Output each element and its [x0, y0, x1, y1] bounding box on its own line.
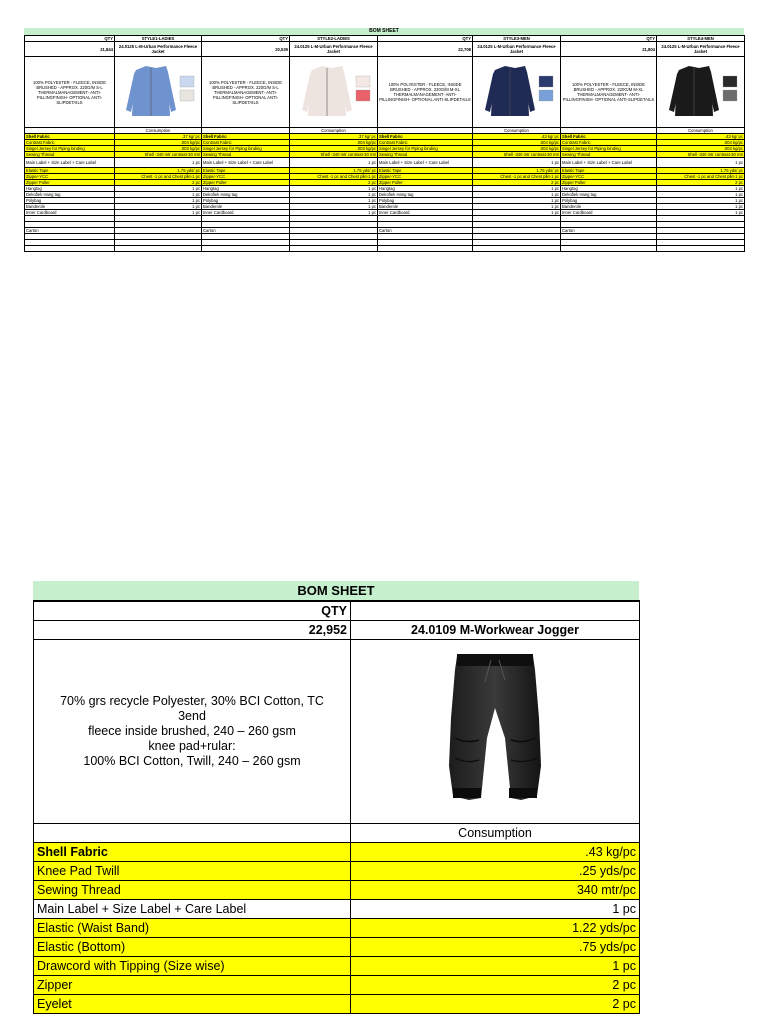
top-style-cell: STYLE2-LADIES	[290, 36, 378, 42]
top-material-label-cell: Polybag	[378, 198, 473, 204]
top-material-label-cell: Inner Cardboard	[561, 210, 657, 216]
top-blank-cell	[202, 246, 290, 252]
top-material-label-cell: Sewing Thread	[25, 152, 115, 158]
description-cell	[34, 640, 351, 824]
top-material-label-cell: Sewing Thread	[202, 152, 290, 158]
fleece-jacket-image	[294, 60, 374, 124]
top-blank-cell	[561, 246, 657, 252]
top-material-value-cell: 1 pc	[290, 210, 378, 216]
top-material-value-cell: .004 kg/pc	[290, 140, 378, 146]
top-blank-cell	[25, 246, 115, 252]
top-product-image-cell	[115, 57, 202, 128]
top-material-value-cell: 1 pc	[657, 192, 745, 198]
top-material-value-cell: 1 pc	[657, 158, 745, 168]
color-swatch	[180, 90, 194, 101]
material-row	[34, 881, 640, 900]
top-qty-value-cell: 20,539	[202, 42, 290, 57]
top-sheet-title: BOM SHEET	[24, 28, 744, 35]
material-label-cell: Elastic (Bottom)	[34, 938, 351, 957]
top-material-label-cell: Zipper Puller	[25, 180, 115, 186]
top-qty-value-cell: 21,804	[561, 42, 657, 57]
top-material-value-cell: 1 pc	[473, 210, 561, 216]
top-bom-table	[24, 35, 745, 252]
top-material-value-cell: .43 kg/ pc	[657, 134, 745, 140]
top-material-value-cell: 1 pc	[115, 210, 202, 216]
fleece-jacket-image	[477, 60, 557, 124]
top-qty-value-cell: 22,708	[378, 42, 473, 57]
top-material-value-cell: .43 kg/ pc	[473, 134, 561, 140]
consumption-blank-cell	[34, 824, 351, 843]
top-carton-label-cell: Carton	[378, 228, 473, 234]
top-material-value-cell: 1 pc	[290, 192, 378, 198]
top-material-value-cell: 1.75 yds/ pc	[473, 168, 561, 174]
top-material-label-cell: Inner Cardboard	[378, 210, 473, 216]
top-blank-cell	[378, 246, 473, 252]
material-label-cell: Zipper	[34, 976, 351, 995]
description-image-row	[34, 640, 640, 824]
top-material-value-cell: 2 pc	[657, 180, 745, 186]
top-material-value-cell: .37 kg/ pc	[115, 134, 202, 140]
top-material-label-cell: Shell Fabric	[561, 134, 657, 140]
top-material-label-cell: Zipper-YCC	[378, 174, 473, 180]
top-material-label-cell: Dekofiek Hang tag	[202, 192, 290, 198]
top-material-label-cell: Contrast Fabric	[202, 140, 290, 146]
top-material-label-cell: Singel Jersey for Piping binding	[561, 146, 657, 152]
material-row	[34, 919, 640, 938]
top-material-label-cell: Zipper-YCC	[561, 174, 657, 180]
top-material-value-cell: 1 pc	[290, 158, 378, 168]
top-material-label-cell: Shell Fabric	[378, 134, 473, 140]
top-material-value-cell: 1 pc	[290, 186, 378, 192]
top-material-value-cell: 1 pc	[473, 198, 561, 204]
top-material-label-cell: Dekofiek Hang tag	[561, 192, 657, 198]
material-label-cell: Eyelet	[34, 995, 351, 1014]
top-material-label-cell: Singel Jersey for Piping binding	[378, 146, 473, 152]
top-description-cell	[202, 57, 290, 128]
top-material-label-cell: Shell Fabric	[202, 134, 290, 140]
top-qty-label-cell: QTY	[202, 36, 290, 42]
top-description-cell	[378, 57, 473, 128]
top-material-label-cell: Sewing Thread	[561, 152, 657, 158]
top-material-value-cell: 1.75 yds/ pc	[115, 168, 202, 174]
top-description-image-row	[25, 57, 745, 128]
material-value-cell: 340 mtr/pc	[351, 881, 640, 900]
top-qty-value-cell: 21,844	[25, 42, 115, 57]
top-consumption-label-cell: Consumption	[657, 128, 745, 134]
top-material-value-cell: Shell -340 mtr contrast-30 mtr	[290, 152, 378, 158]
fleece-jacket-image	[661, 60, 741, 124]
top-blank-cell	[657, 246, 745, 252]
top-material-label-cell: Polybag	[202, 198, 290, 204]
top-material-label-cell: Banderole	[202, 204, 290, 210]
top-material-value-cell: 1 pc	[115, 198, 202, 204]
top-fabric-description: 100% POLYESTER - FLEECE, INSIDE BRUSHED - APPROX. 220G/M M-XL THERMALMANAGEMENT- ANTI-PILLINGFINISH- OPTIONAL ANTI-SLIPDETAILS	[379, 82, 471, 102]
top-material-value-cell: .003 kg/pc	[115, 146, 202, 152]
top-material-label-cell: Banderole	[25, 204, 115, 210]
top-material-label-cell: Singel Jersey for Piping binding	[202, 146, 290, 152]
top-material-value-cell: 2 pc	[290, 180, 378, 186]
top-material-value-cell: 1 pc	[115, 192, 202, 198]
top-material-value-cell: 1.75 yds/ pc	[290, 168, 378, 174]
top-material-label-cell: Main Label + Size Label + Care Label	[25, 158, 115, 168]
material-row	[34, 976, 640, 995]
top-style-cell: STYLE1-LADIES	[115, 36, 202, 42]
top-material-label-cell: Contrast Fabric	[25, 140, 115, 146]
top-material-label-cell: Hangtag	[378, 186, 473, 192]
color-swatch	[180, 76, 194, 87]
top-style-name-cell: 24.0125 L-M-Urban Performance Fleece Jacket	[473, 42, 561, 57]
top-material-label-cell: Hangtag	[561, 186, 657, 192]
top-material-value-cell: 2 pc	[115, 180, 202, 186]
top-fabric-description: 100% POLYESTER - FLEECE, INSIDE BRUSHED - APPROX. 220G/M M-XL THERMALMANAGEMENT- ANTI-PILLINGFINISH- OPTIONAL ANTI-SLIPDETAILS	[562, 82, 655, 102]
fabric-description	[37, 694, 347, 769]
top-product-image-cell	[657, 57, 745, 128]
top-material-label-cell: Inner Cardboard	[25, 210, 115, 216]
top-blank-cell	[473, 246, 561, 252]
color-swatch	[723, 76, 737, 87]
top-material-value-cell: .003 kg/pc	[473, 146, 561, 152]
qty-header-blank-cell	[351, 601, 640, 621]
style-name-cell: 24.0109 M-Workwear Jogger	[351, 621, 640, 640]
top-qty-value-row	[25, 42, 745, 57]
top-material-row	[25, 158, 745, 168]
top-material-value-cell: 1 pc	[115, 204, 202, 210]
big-bom-table	[33, 600, 640, 1014]
top-carton-label-cell: Carton	[25, 228, 115, 234]
description-line: fleece inside brushed, 240 – 260 gsm	[88, 724, 296, 738]
qty-value-cell: 22,952	[34, 621, 351, 640]
material-value-cell: .43 kg/pc	[351, 843, 640, 862]
qty-value-row	[34, 621, 640, 640]
material-value-cell: .25 yds/pc	[351, 862, 640, 881]
top-material-label-cell: Elastic Tape	[202, 168, 290, 174]
top-material-label-cell: Zipper-YCC	[202, 174, 290, 180]
consumption-header-row	[34, 824, 640, 843]
top-material-value-cell: 1 pc	[290, 204, 378, 210]
top-blank-cell	[290, 246, 378, 252]
top-material-value-cell: Chest -1 pc and Chest plkt-1 pc	[115, 174, 202, 180]
top-carton-label-cell: Carton	[202, 228, 290, 234]
top-material-label-cell: Dekofiek Hang tag	[25, 192, 115, 198]
top-material-label-cell: Hangtag	[25, 186, 115, 192]
color-swatch	[539, 90, 553, 101]
top-material-label-cell: Banderole	[561, 204, 657, 210]
top-style-name-cell: 24.0125 L-M-Urban Performance Fleece Jacket	[115, 42, 202, 57]
jogger-pants-image	[435, 648, 555, 813]
top-material-value-cell: .003 kg/pc	[657, 146, 745, 152]
material-label-cell: Knee Pad Twill	[34, 862, 351, 881]
top-material-value-cell: 1 pc	[473, 192, 561, 198]
color-swatch	[723, 90, 737, 101]
top-material-label-cell: Main Label + Size Label + Care Label	[202, 158, 290, 168]
top-material-value-cell: 1 pc	[657, 204, 745, 210]
top-material-value-cell: Shell -340 mtr contrast-30 mtr	[473, 152, 561, 158]
description-line: 100% BCI Cotton, Twill, 240 – 260 gsm	[83, 754, 301, 768]
top-material-label-cell: Contrast Fabric	[561, 140, 657, 146]
description-line: 70% grs recycle Polyester, 30% BCI Cotton, TC 3end	[60, 694, 324, 723]
description-line: knee pad+rular:	[148, 739, 236, 753]
top-material-value-cell: 1 pc	[473, 186, 561, 192]
top-material-value-cell: 1 pc	[115, 186, 202, 192]
top-material-value-cell: 1.75 yds/ pc	[657, 168, 745, 174]
top-material-value-cell: 1 pc	[473, 158, 561, 168]
top-qty-label-cell: QTY	[378, 36, 473, 42]
top-blank-row	[25, 246, 745, 252]
top-fabric-description: 100% POLYESTER - FLEECE, INSIDE BRUSHED - APPROX. 220G/M S-L THERMALMANAGEMENT- ANTI-PILLINGFINISH- OPTIONAL ANTI-SLIPDETAILS	[209, 79, 282, 105]
top-material-value-cell: .37 kg/ pc	[290, 134, 378, 140]
material-row	[34, 938, 640, 957]
top-style-name-cell: 24.0125 L-M-Urban Performance Fleece Jacket	[657, 42, 745, 57]
top-description-cell	[25, 57, 115, 128]
top-material-label-cell: Polybag	[25, 198, 115, 204]
color-swatch	[356, 76, 370, 87]
top-material-value-cell: .004 kg/pc	[115, 140, 202, 146]
material-value-cell: 1 pc	[351, 900, 640, 919]
material-value-cell: 2 pc	[351, 976, 640, 995]
qty-label-cell: QTY	[34, 601, 351, 621]
material-value-cell: 1 pc	[351, 957, 640, 976]
top-material-label-cell: Main Label + Size Label + Care Label	[378, 158, 473, 168]
top-material-value-cell: 1 pc	[657, 186, 745, 192]
top-material-value-cell: Shell -340 mtr contrast-30 mtr	[657, 152, 745, 158]
top-material-value-cell: 1 pc	[290, 198, 378, 204]
top-material-value-cell: 2 pc	[473, 180, 561, 186]
top-material-label-cell: Main Label + Size Label + Care Label	[561, 158, 657, 168]
material-row	[34, 862, 640, 881]
top-style-cell: STYLE3-MEN	[473, 36, 561, 42]
top-blank-cell	[115, 246, 202, 252]
top-product-image-cell	[290, 57, 378, 128]
color-swatch	[356, 90, 370, 101]
top-consumption-label-cell: Consumption	[290, 128, 378, 134]
top-fabric-description: 100% POLYESTER - FLEECE, INSIDE BRUSHED - APPROX. 220G/M S-L THERMALMANAGEMENT- ANTI-PILLINGFINISH- OPTIONAL ANTI-SLIPDETAILS	[33, 79, 106, 105]
top-consumption-label-cell: Consumption	[115, 128, 202, 134]
top-material-label-cell: Elastic Tape	[25, 168, 115, 174]
top-material-value-cell: 1 pc	[473, 204, 561, 210]
material-value-cell: 2 pc	[351, 995, 640, 1014]
top-material-label-cell: Zipper-YCC	[25, 174, 115, 180]
top-material-label-cell: Zipper Puller	[561, 180, 657, 186]
material-row	[34, 957, 640, 976]
top-material-value-cell: .004 kg/pc	[657, 140, 745, 146]
top-material-label-cell: Polybag	[561, 198, 657, 204]
material-label-cell: Shell Fabric	[34, 843, 351, 862]
product-image-cell	[351, 640, 640, 824]
top-material-value-cell: .004 kg/pc	[473, 140, 561, 146]
material-row	[34, 843, 640, 862]
top-material-label-cell: Zipper Puller	[378, 180, 473, 186]
color-swatch	[539, 76, 553, 87]
consumption-label-cell: Consumption	[351, 824, 640, 843]
material-label-cell: Main Label + Size Label + Care Label	[34, 900, 351, 919]
top-material-value-cell: 1 pc	[657, 198, 745, 204]
top-style-cell: STYLE4-MEN	[657, 36, 745, 42]
top-material-label-cell: Banderole	[378, 204, 473, 210]
top-material-value-cell: .003 kg/pc	[290, 146, 378, 152]
top-qty-label-cell: QTY	[561, 36, 657, 42]
top-material-label-cell: Sewing Thread	[378, 152, 473, 158]
big-bom-sheet	[33, 581, 639, 1014]
material-label-cell: Elastic (Waist Band)	[34, 919, 351, 938]
top-description-cell	[561, 57, 657, 128]
top-bom-sheet	[24, 28, 744, 252]
material-value-cell: .75 yds/pc	[351, 938, 640, 957]
top-material-label-cell: Singel Jersey for Piping binding	[25, 146, 115, 152]
top-material-value-cell: 1 pc	[657, 210, 745, 216]
material-label-cell: Sewing Thread	[34, 881, 351, 900]
top-material-value-cell: Chest -1 pc and Chest plkt-1 pc	[657, 174, 745, 180]
top-material-value-cell: 1 pc	[115, 158, 202, 168]
big-sheet-title: BOM SHEET	[33, 581, 639, 600]
top-carton-label-cell: Carton	[561, 228, 657, 234]
top-material-label-cell: Inner Cardboard	[202, 210, 290, 216]
top-material-label-cell: Hangtag	[202, 186, 290, 192]
material-label-cell: Drawcord with Tipping (Size wise)	[34, 957, 351, 976]
top-consumption-label-cell: Consumption	[473, 128, 561, 134]
fleece-jacket-image	[118, 60, 198, 124]
material-value-cell: 1.22 yds/pc	[351, 919, 640, 938]
top-material-label-cell: Dekofiek Hang tag	[378, 192, 473, 198]
material-row	[34, 995, 640, 1014]
material-row	[34, 900, 640, 919]
top-material-value-cell: Chest -1 pc and Chest plkt-1 pc	[473, 174, 561, 180]
top-material-value-cell: Shell -340 mtr contrast-30 mtr	[115, 152, 202, 158]
top-material-label-cell: Elastic Tape	[561, 168, 657, 174]
top-material-label-cell: Shell Fabric	[25, 134, 115, 140]
qty-header-row	[34, 601, 640, 621]
top-style-name-cell: 24.0125 L-M-Urban Performance Fleece Jacket	[290, 42, 378, 57]
top-material-label-cell: Contrast Fabric	[378, 140, 473, 146]
top-product-image-cell	[473, 57, 561, 128]
top-material-label-cell: Elastic Tape	[378, 168, 473, 174]
top-qty-label-cell: QTY	[25, 36, 115, 42]
top-material-label-cell: Zipper Puller	[202, 180, 290, 186]
top-material-value-cell: Chest -1 pc and Chest plkt-1 pc	[290, 174, 378, 180]
